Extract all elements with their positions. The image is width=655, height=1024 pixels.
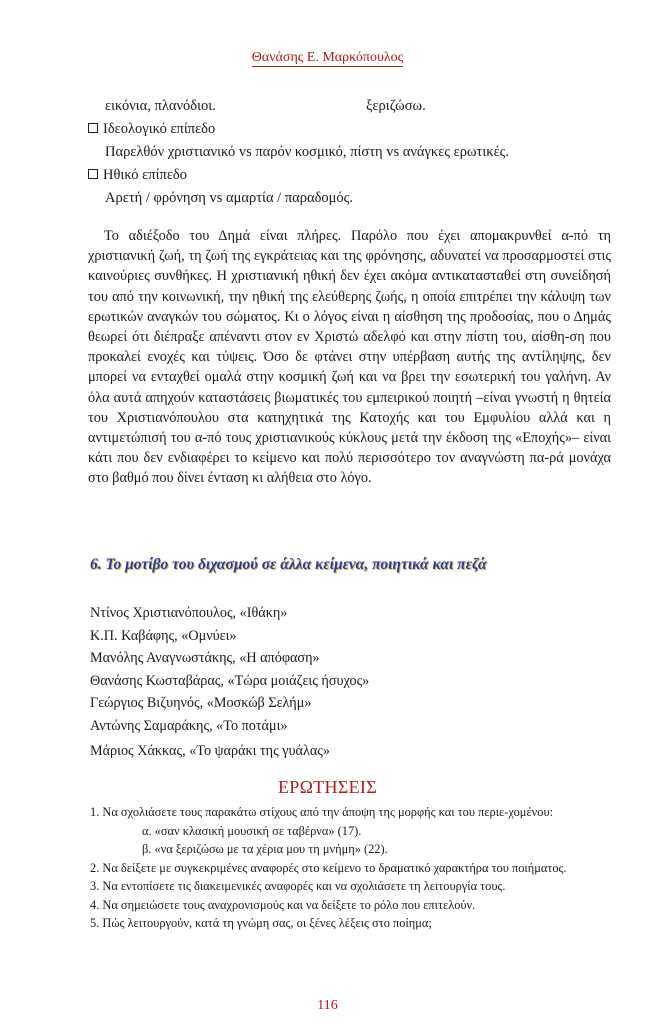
question-4: 4. Να σημειώσετε τους αναχρονισμούς και να δείξετε το ρόλο που επιτελούν. [90,897,476,912]
questions-list [90,803,612,933]
checkbox-bullet-icon [88,123,98,133]
question-1a: α. «σαν κλασική μουσική σε ταβέρνα» (17). [142,823,362,838]
body-paragraph: Το αδιέξοδο του Δημά είναι πλήρες. Παρόλο που έχει απομακρυνθεί α-πό τη χριστιανική ζωή, τη ζωή της εγκράτειας και της φρόνησης, αδυνατεί να προσαρμοστεί στις καινούριες συνθήκες. Η χριστιανική ηθική δεν έχει ακόμα αντικατασταθεί στη συνείδησή του από την κοινωνική, την ηθική της ελεύθερης ζωής, η οποία επιτρέπει την κάλυψη των ερωτικών αναγκών του σώματος. Κι ο λόγος είναι η αίσθηση της προδοσίας, που ο Δημάς θεωρεί ότι διέπραξε απέναντι στον εν Χριστώ αδελφό και στην πίστη του, αίσθη-ση που προκαλεί ενοχές και τύψεις. Όσο δε φτάνει στην υπέρβαση αυτής της αντίληψης, δεν μπορεί να ενταχθεί ομαλά στην κοσμική ζωή και να βρει την εσωτερική του γαλήνη. Αν όλα αυτά απηχούν καταστάσεις βιωματικές του εμπειρικού ποιητή –είναι γνωστή η θητεία του Χριστιανόπουλου στα κατηχητικά της Κατοχής και του Εμφυλίου αλλά και η αντιμετώπισή του α-πό τους χριστιανικούς κύκλους μετά την έκδοση της «Εποχής»– είναι κάτι που δεν ενδιαφέρει το κείμενο και πολύ περισσότερο τον αναγνώστη πα-ρά μονάχα στο βαθμό που δίνει ένταση κι αλήθεια στο λόγο. [88,228,611,487]
list-item: Μάριος Χάκκας, «Το ψαράκι της γυάλας» [90,743,331,759]
list-item-ethical [88,164,613,187]
works-list [90,602,369,763]
list-item: Αντώνης Σαμαράκης, «Το ποτάμι» [90,717,288,734]
continuation-line [88,95,613,118]
list-item-label: Ιδεολογικό επίπεδο [103,121,216,137]
question-1b: β. «να ξεριζώσω με τα χέρια μου τη μνήμη» (22). [142,842,388,856]
list-item-detail: Αρετή / φρόνηση vs αμαρτία / παραδομός. [105,190,354,206]
question-1: 1. Να σχολιάσετε τους παρακάτω στίχους από την άποψη της μορφής και του περιε-χομένου: [90,805,554,819]
question-3: 3. Να εντοπίσετε τις διακειμενικές αναφορές και να σχολιάσετε τη λειτουργία τους. [90,879,506,893]
list-item-detail: Παρελθόν χριστιανικό vs παρόν κοσμικό, πίστη vs ανάγκες ερωτικές. [105,144,510,160]
checkbox-bullet-icon [88,169,98,179]
questions-heading: ΕΡΩΤΗΣΕΙΣ [277,777,378,797]
continuation-right: ξεριζώσω. [366,98,426,114]
analysis-list [88,95,613,210]
list-item: Κ.Π. Καβάφης, «Ομνύει» [90,627,237,644]
list-item: Γεώργιος Βιζυηνός, «Μοσκώβ Σελήμ» [90,695,312,711]
list-item: Θανάσης Κωσταβάρας, «Τώρα μοιάζεις ήσυχος» [90,672,370,689]
running-header [0,50,655,66]
question-5: 5. Πώς λειτουργούν, κατά τη γνώμη σας, οι ξένες λέξεις στο ποίημα; [90,916,432,930]
question-2: 2. Να δείξετε με συγκεκριμένες αναφορές στο κείμενο το δραματικό χαρακτήρα του ποιήματος. [90,860,567,875]
list-item-label: Ηθικό επίπεδο [103,167,187,183]
list-item: Μανόλης Αναγνωστάκης, «Η απόφαση» [90,650,320,666]
continuation-left: εικόνια, πλανόδιοι. [105,98,216,114]
page-number: 116 [317,998,338,1013]
running-title: Θανάσης Ε. Μαρκόπουλος [251,50,404,65]
section-heading: 6. Το μοτίβο του διχασμού σε άλλα κείμενα, ποιητικά και πεζά [90,556,487,573]
list-item-ideological [88,118,613,141]
list-item: Ντίνος Χριστιανόπουλος, «Ιθάκη» [90,605,288,621]
